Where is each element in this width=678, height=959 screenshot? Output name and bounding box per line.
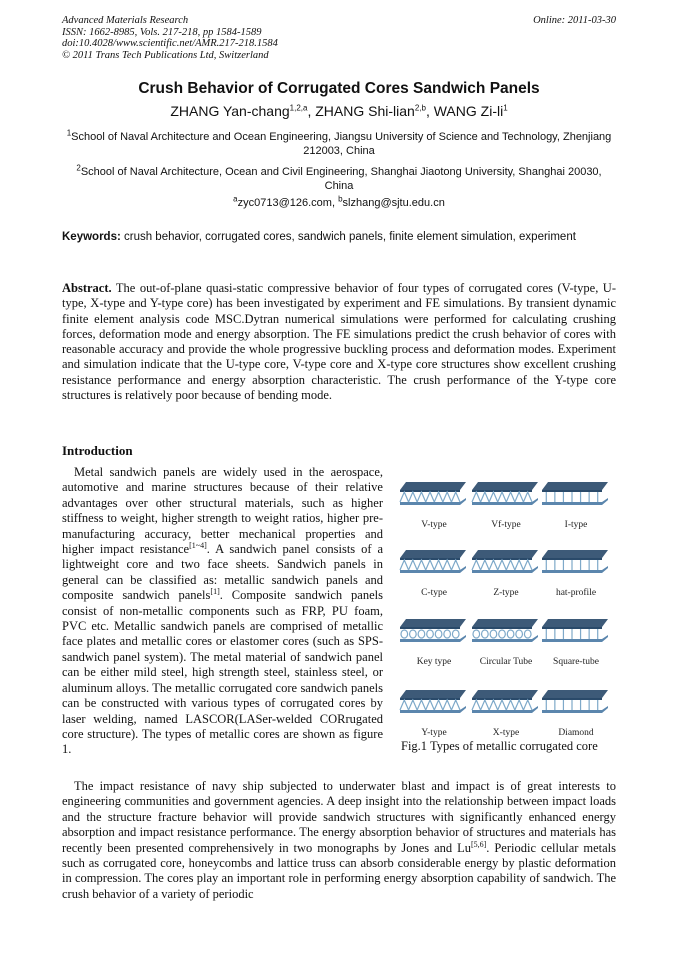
core-type-vf-type — [470, 476, 542, 532]
copyright-line: © 2011 Trans Tech Publications Ltd, Switzerland — [62, 49, 269, 61]
email-a-sup: a — [233, 194, 238, 204]
author-3-sup: 1 — [503, 103, 508, 113]
core-type-label: V-type — [421, 520, 447, 530]
intro-p1-part-a: Metal sandwich panels are widely used in the aerospace, automotive and marine structures because of their relative advantages over other structural materials, such as higher stiffness to weight, higher strength to weight ratios, higher pre-manufacturing accuracy, better mechanical properties and higher impact resistance — [62, 465, 383, 557]
email-b: slzhang@sjtu.edu.cn — [342, 197, 445, 209]
core-type-hat-profile — [540, 544, 612, 600]
core-type-label: hat-profile — [555, 588, 597, 598]
intro-p2-part-b: . Periodic cellular metals such as corrugated core, honeycombs and lattice truss can absorb considerable energy by plastic deformation in compression. The cores play an important role in performing energy absorption capability of sandwich. The crush behavior of a variety of periodic — [62, 840, 616, 901]
keywords-text: crush behavior, corrugated cores, sandwich panels, finite element simulation, experiment — [120, 231, 576, 243]
abstract-label: Abstract. — [62, 281, 112, 295]
affiliation-2-text: School of Naval Architecture, Ocean and Civil Engineering, Shanghai Jiaotong University, Shanghai 20030, China — [80, 166, 602, 192]
core-type-diamond — [540, 684, 612, 740]
journal-header — [62, 15, 278, 61]
core-type-z-type — [470, 544, 542, 600]
core-type-label: Y-type — [421, 728, 447, 738]
panel-sketch-icon — [398, 544, 470, 588]
affiliation-1-sup: 1 — [66, 128, 72, 138]
intro-p1-part-b: . A sandwich panel consists of a lightweight core and two face sheets. Sandwich panels in general can be classified as: metallic sandwich panels and composite sandwich panels — [62, 542, 383, 603]
affiliation-2 — [62, 165, 616, 193]
keywords-label: Keywords: — [62, 231, 121, 243]
citation-1: [1] — [210, 587, 220, 597]
core-type-label: Vf-type — [491, 520, 521, 530]
citation-1-4: [1~4] — [189, 540, 207, 550]
core-type-label: Z-type — [493, 588, 519, 598]
core-type-square-tube — [540, 613, 612, 669]
panel-sketch-icon — [540, 684, 612, 728]
figure-1-caption: Fig.1 Types of metallic corrugated core — [401, 739, 598, 753]
keywords — [62, 231, 616, 244]
panel-sketch-icon — [398, 684, 470, 728]
core-type-x-type — [470, 684, 542, 740]
online-date: Online: 2011-03-30 — [533, 15, 616, 26]
core-type-label: Square-tube — [553, 657, 599, 667]
core-type-label: X-type — [492, 728, 520, 738]
author-2: ZHANG Shi-lian — [315, 103, 415, 119]
email-b-sup: b — [338, 194, 343, 204]
doi-line: doi:10.4028/www.scientific.net/AMR.217-218.1584 — [62, 38, 278, 49]
core-type-i-type — [540, 476, 612, 532]
panel-sketch-icon — [470, 613, 542, 657]
core-type-label: Key type — [416, 657, 452, 667]
core-type-v-type — [398, 476, 470, 532]
intro-p1-part-c: . Composite sandwich panels consist of non-metallic components such as FRP, PU foam, PVC etc. Metallic sandwich panels are comprised of metallic face plates and metallic cores or elastomer cores (such as SPS-sandwich panel system). The metal material of sandwich panel can be either mild steel, high strength steel, stainless steel, or aluminum alloys. The metallic corrugated core sandwich panels can be constructed with various types of corrugated cores by laser welding, named LASCOR(LASer-welded CORrugated core structure). The types of metallic cores are shown as figure 1. — [62, 588, 383, 757]
affiliation-1-text: School of Naval Architecture and Ocean Engineering, Jiangsu University of Science and Technology, Zhenjiang 212003, China — [71, 131, 612, 157]
email-a: zyc0713@126.com, — [237, 197, 339, 209]
abstract — [62, 281, 616, 403]
author-list: ZHANG Yan-chang$^{1,2,a}$, ZHANG Shi-lian$^{2,b}$, WANG $Zi-li^1$ — [170, 103, 508, 119]
journal-name: Advanced Materials Research — [62, 15, 189, 26]
core-type-c-type — [398, 544, 470, 600]
paper-title: Crush Behavior of Corrugated Cores Sandwich Panels — [138, 80, 540, 97]
core-type-label: C-type — [421, 588, 447, 598]
panel-sketch-icon — [540, 544, 612, 588]
panel-sketch-icon — [398, 476, 470, 520]
affiliation-2-sup: 2 — [76, 163, 81, 173]
author-1: ZHANG Yan-chang — [170, 103, 290, 119]
section-heading-introduction: Introduction — [62, 443, 133, 458]
abstract-text: The out-of-plane quasi-static compressive behavior of four types of corrugated cores (V-type, U-type, X-type and Y-type core) has been investigated by experiment and FE simulations. By transient dynamic finite element analysis code MSC.Dytran numerical simulations were performed for calculating crushing forces, deformation mode and energy absorption. The FE simulations predict the crush behavior of cores with reasonable accuracy and provide the whole progressive buckling process and deformation modes. Experiment and simulation indicate that the U-type core, V-type core and X-type core structures show excellent crushing resistance performance and energy absorption characteristic. The crush performance of the Y-type core structures is relatively poor because of bending mode. — [62, 281, 616, 403]
panel-sketch-icon — [540, 613, 612, 657]
citation-5-6: [5,6] — [470, 839, 487, 849]
panel-sketch-icon — [470, 476, 542, 520]
affiliation-1 — [62, 130, 616, 158]
panel-sketch-icon — [470, 684, 542, 728]
intro-paragraph-1 — [62, 465, 383, 758]
author-1-sup: 1,2,a — [289, 103, 308, 113]
issn-line: ISSN: 1662-8985, Vols. 217-218, pp 1584-1589 — [62, 26, 262, 38]
core-type-circular-tube — [470, 613, 542, 669]
author-3: WANG Zi-li — [433, 103, 504, 119]
panel-sketch-icon — [470, 544, 542, 588]
core-type-label: I-type — [564, 520, 588, 530]
email-line — [62, 196, 616, 210]
author-2-sup: 2,b — [414, 103, 426, 113]
core-type-y-type — [398, 684, 470, 740]
panel-sketch-icon — [398, 613, 470, 657]
panel-sketch-icon — [540, 476, 612, 520]
core-type-label: Diamond — [558, 728, 594, 738]
core-type-label: Circular Tube — [479, 657, 533, 667]
core-type-key-type — [398, 613, 470, 669]
intro-paragraph-2 — [62, 779, 616, 902]
intro-p2-part-a: The impact resistance of navy ship subjected to underwater blast and impact is of great interests to engineering communities and government agencies. A deep insight into the relationship between impact loads and the structure fracture behavior will provide sandwich structures with significantly enhanced energy absorption and impact resistance performance. The energy absorption behavior of structures and materials has recently been presented comprehensively in two monographs by Jones and Lu — [62, 779, 616, 855]
figure-1-core-types — [398, 470, 618, 760]
